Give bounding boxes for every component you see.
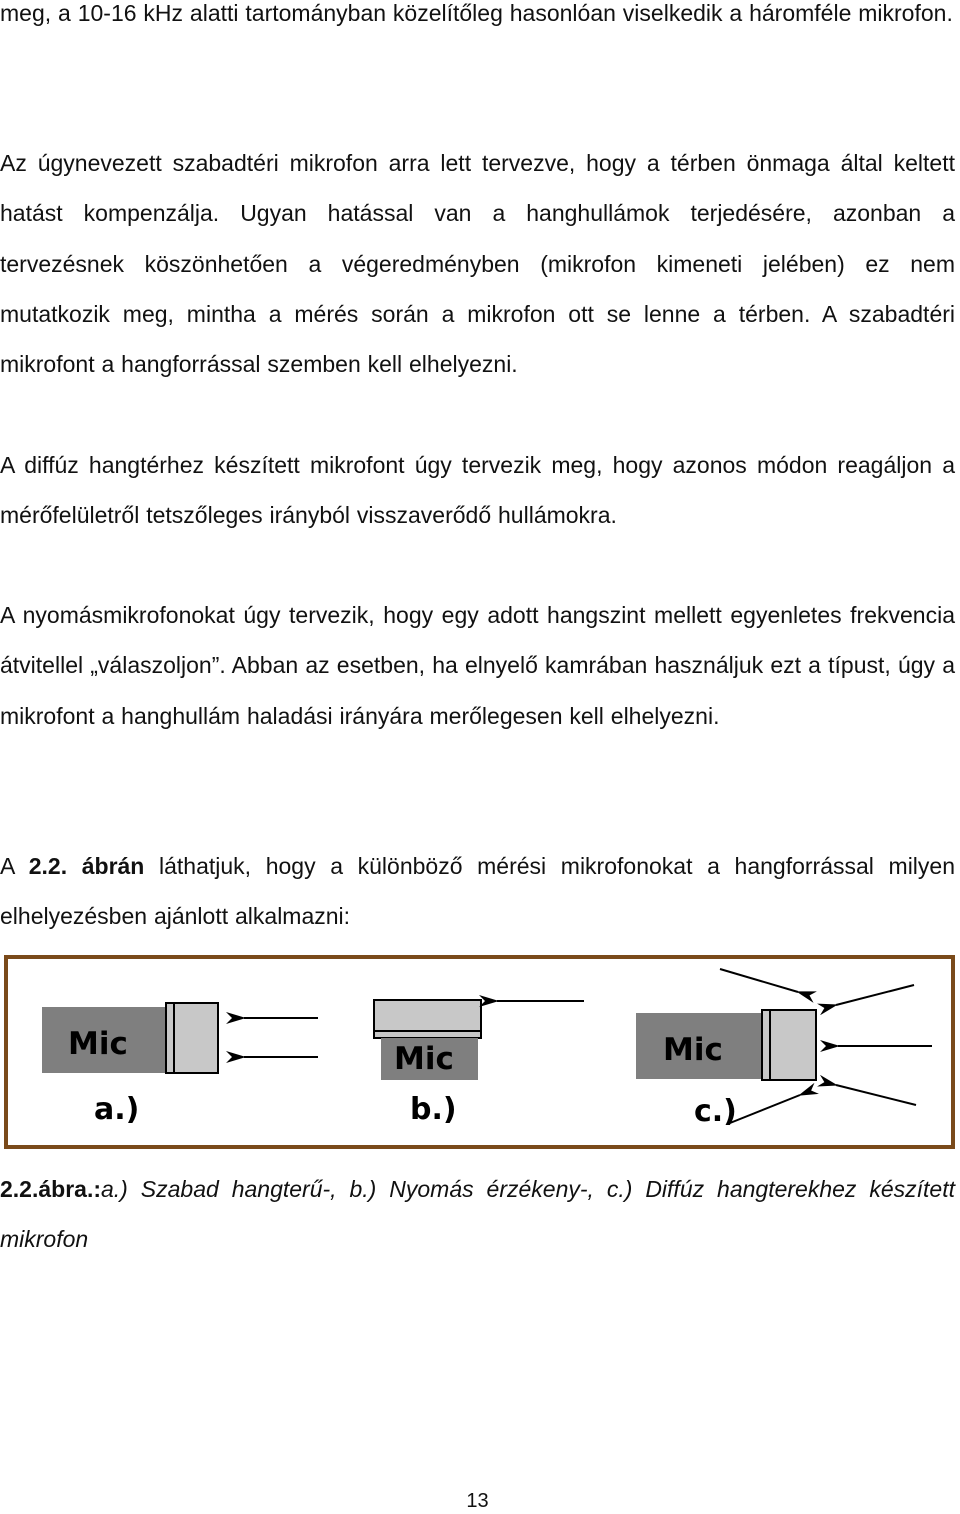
mic-a-group xyxy=(42,1003,318,1127)
paragraph-frequency-intro: meg, a 10-16 kHz alatti tartományban közelítőleg hasonlóan viselkedik a háromféle mikrofon. xyxy=(0,0,953,26)
paragraph-figure-reference xyxy=(0,841,955,942)
arrow-c-top-left xyxy=(720,969,798,992)
arrow-c-bottom-right xyxy=(836,1085,916,1105)
figure-microphone-placement xyxy=(4,955,955,1149)
paragraph-pressure-mic: A nyomásmikrofonokat úgy tervezik, hogy egy adott hangszint mellett egyenletes frekvencia átvitellel „válaszoljon”. Abban az esetben, ha elnyelő kamrában használjuk ezt a típust, úgy a mikrofont a hanghullám haladási irányára merőlegesen kell elhelyezni. xyxy=(0,602,955,729)
paragraph-diffuse-field-mic: A diffúz hangtérhez készített mikrofont úgy tervezik meg, hogy azonos módon reagáljon a mérőfelületről tetszőleges irányból visszaverődő hullámokra. xyxy=(0,452,955,529)
mic-b-capsule xyxy=(374,1000,481,1038)
mic-b-group xyxy=(374,1000,584,1127)
caption-text: a.) Szabad hangterű-, b.) Nyomás érzékeny-, c.) Diffúz hangterekhez készített mikrofon xyxy=(0,1176,955,1253)
paragraph-free-field-mic: Az úgynevezett szabadtéri mikrofon arra lett tervezve, hogy a térben önmaga által keltett hatást kompenzálja. Ugyan hatással van a hanghullámok terjedésére, azonban a tervezésnek köszönhetően a végeredményben (mikrofon kimeneti jelében) ez nem mutatkozik meg, mintha a mérés során a mikrofon ott se lenne a térben. A szabadtéri mikrofont a hangforrással szemben kell elhelyezni. xyxy=(0,150,955,378)
arrow-c-bottom-left xyxy=(730,1095,800,1123)
figure-diagram xyxy=(8,959,951,1145)
mic-b-label: Mic xyxy=(394,1041,454,1077)
figure-ref-rest: láthatjuk, hogy a különböző mérési mikrofonokat a hangforrással milyen elhelyezésben ajánlott alkalmazni: xyxy=(0,853,955,930)
mic-a-label: Mic xyxy=(68,1026,128,1062)
arrow-c-top-right xyxy=(836,985,914,1005)
mic-c-group xyxy=(636,969,932,1129)
figure-ref-bold: 2.2. ábrán xyxy=(28,853,145,879)
page-number: 13 xyxy=(466,1490,489,1512)
label-b: b.) xyxy=(410,1092,457,1127)
label-c: c.) xyxy=(694,1094,737,1129)
caption-number: 2.2.ábra.: xyxy=(0,1176,101,1202)
label-a: a.) xyxy=(94,1092,140,1127)
mic-c-label: Mic xyxy=(663,1032,723,1068)
figure-caption xyxy=(0,1164,955,1265)
figure-ref-prefix: A xyxy=(0,853,29,879)
